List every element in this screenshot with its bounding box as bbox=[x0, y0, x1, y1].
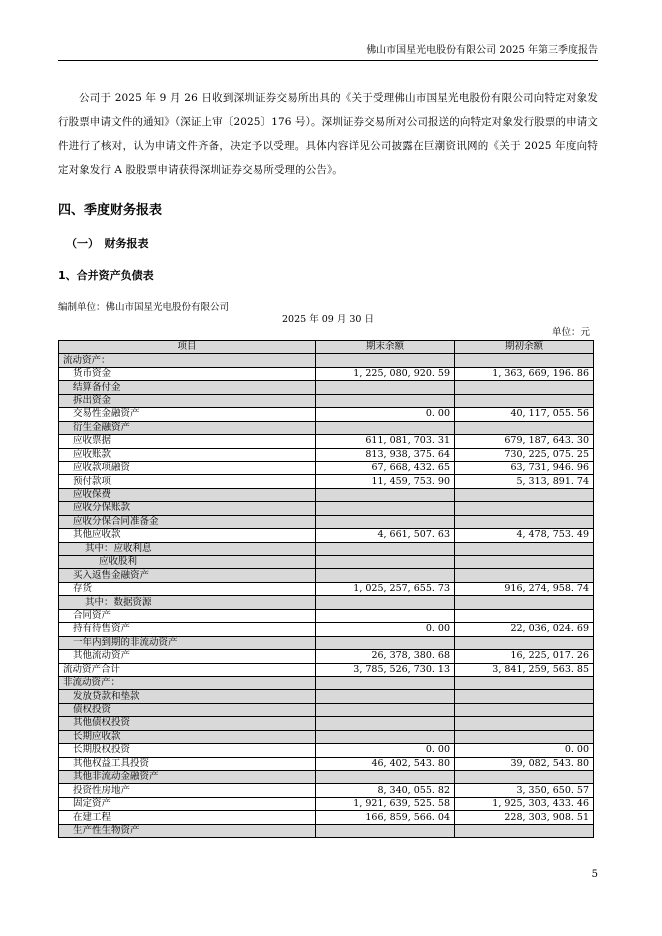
end-balance-cell bbox=[316, 542, 455, 555]
end-balance-cell: 1, 921, 639, 525. 58 bbox=[316, 797, 455, 810]
table-row bbox=[59, 690, 594, 703]
end-balance-cell bbox=[316, 676, 455, 689]
item-cell: 买入返售金融资产 bbox=[59, 569, 316, 582]
begin-balance-cell bbox=[455, 636, 594, 649]
end-balance-cell bbox=[316, 354, 455, 367]
table-row bbox=[59, 663, 594, 676]
end-balance-cell bbox=[316, 703, 455, 716]
header-end-balance: 期末余额 bbox=[316, 341, 455, 354]
table-row bbox=[59, 354, 594, 367]
begin-balance-cell bbox=[455, 690, 594, 703]
table-row bbox=[59, 811, 594, 824]
item-cell: 应收款项融资 bbox=[59, 461, 316, 474]
end-balance-cell bbox=[316, 502, 455, 515]
table-row bbox=[59, 609, 594, 622]
end-balance-cell: 3, 785, 526, 730. 13 bbox=[316, 663, 455, 676]
item-cell: 其中：数据资源 bbox=[59, 596, 316, 609]
item-cell: 持有待售资产 bbox=[59, 623, 316, 636]
table-row bbox=[59, 596, 594, 609]
begin-balance-cell bbox=[455, 771, 594, 784]
item-cell: 其他债权投资 bbox=[59, 717, 316, 730]
item-cell: 预付款项 bbox=[59, 475, 316, 488]
begin-balance-cell: 4, 478, 753. 49 bbox=[455, 529, 594, 542]
section-title: 四、季度财务报表 bbox=[58, 203, 163, 218]
begin-balance-cell: 5, 313, 891. 74 bbox=[455, 475, 594, 488]
page-number: 5 bbox=[591, 869, 598, 880]
begin-balance-cell bbox=[455, 569, 594, 582]
item-cell: 流动资产合计 bbox=[59, 663, 316, 676]
begin-balance-cell: 3, 841, 259, 563. 85 bbox=[455, 663, 594, 676]
begin-balance-cell: 679, 187, 643. 30 bbox=[455, 435, 594, 448]
table-row bbox=[59, 636, 594, 649]
end-balance-cell: 611, 081, 703. 31 bbox=[316, 435, 455, 448]
end-balance-cell: 8, 340, 055. 82 bbox=[316, 784, 455, 797]
item-cell: 衍生金融资产 bbox=[59, 421, 316, 434]
header-begin-balance: 期初余额 bbox=[455, 341, 594, 354]
announcement-paragraph: 公司于 2025 年 9 月 26 日收到深圳证券交易所出具的《关于受理佛山市国星光电股份有限公司向特定对象发行股票申请文件的通知》（深证上审〔2025〕176 号）。深圳证券交易所对公司报送的向特定对象发行股票的申请文件进行了核对，认为申请文件齐备，决定予以受理。具体内容详见公司披露在巨潮资讯网的《关于 2025 年度向特定对象发行 A 股股票申请获得深圳证券交易所受理的公告》。 bbox=[58, 92, 598, 176]
table-row bbox=[59, 771, 594, 784]
begin-balance-cell bbox=[455, 488, 594, 501]
end-balance-cell: 0. 00 bbox=[316, 623, 455, 636]
end-balance-cell: 1, 225, 080, 920. 59 bbox=[316, 367, 455, 380]
item-cell: 应收分保合同准备金 bbox=[59, 515, 316, 528]
end-balance-cell bbox=[316, 730, 455, 743]
item-cell: 存货 bbox=[59, 582, 316, 595]
end-balance-cell: 0. 00 bbox=[316, 744, 455, 757]
item-cell: 流动资产： bbox=[59, 354, 316, 367]
table-row bbox=[59, 529, 594, 542]
table-row bbox=[59, 650, 594, 663]
end-balance-cell bbox=[316, 596, 455, 609]
table-row bbox=[59, 461, 594, 474]
table-row bbox=[59, 784, 594, 797]
table-row bbox=[59, 676, 594, 689]
end-balance-cell: 67, 668, 432. 65 bbox=[316, 461, 455, 474]
end-balance-cell bbox=[316, 569, 455, 582]
subsection-title: （一） 财务报表 bbox=[66, 237, 149, 250]
item-cell: 应收保费 bbox=[59, 488, 316, 501]
begin-balance-cell bbox=[455, 515, 594, 528]
header-divider bbox=[58, 60, 598, 61]
begin-balance-cell bbox=[455, 703, 594, 716]
begin-balance-cell bbox=[455, 824, 594, 837]
table-row bbox=[59, 569, 594, 582]
item-cell: 其他流动资产 bbox=[59, 650, 316, 663]
item-cell: 投资性房地产 bbox=[59, 784, 316, 797]
item-cell: 生产性生物资产 bbox=[59, 824, 316, 837]
item-cell: 应收账款 bbox=[59, 448, 316, 461]
end-balance-cell bbox=[316, 556, 455, 569]
end-balance-cell bbox=[316, 515, 455, 528]
item-cell: 长期股权投资 bbox=[59, 744, 316, 757]
end-balance-cell bbox=[316, 421, 455, 434]
item-cell: 债权投资 bbox=[59, 703, 316, 716]
begin-balance-cell: 63, 731, 946. 96 bbox=[455, 461, 594, 474]
begin-balance-cell bbox=[455, 676, 594, 689]
end-balance-cell: 4, 661, 507. 63 bbox=[316, 529, 455, 542]
report-header: 佛山市国星光电股份有限公司 2025 年第三季度报告 bbox=[366, 45, 598, 56]
item-cell: 其他权益工具投资 bbox=[59, 757, 316, 770]
table-row bbox=[59, 515, 594, 528]
currency-unit: 单位：元 bbox=[551, 327, 590, 338]
end-balance-cell: 26, 378, 380. 68 bbox=[316, 650, 455, 663]
compiler-unit: 编制单位：佛山市国星光电股份有限公司 bbox=[58, 302, 230, 313]
table-row bbox=[59, 556, 594, 569]
table-row bbox=[59, 824, 594, 837]
item-cell: 合同资产 bbox=[59, 609, 316, 622]
table-row bbox=[59, 703, 594, 716]
table-row bbox=[59, 623, 594, 636]
end-balance-cell bbox=[316, 381, 455, 394]
item-cell: 应收股利 bbox=[59, 556, 316, 569]
table-row bbox=[59, 717, 594, 730]
item-cell: 固定资产 bbox=[59, 797, 316, 810]
table-row bbox=[59, 475, 594, 488]
item-cell: 其他应收款 bbox=[59, 529, 316, 542]
begin-balance-cell: 1, 363, 669, 196. 86 bbox=[455, 367, 594, 380]
table-row bbox=[59, 448, 594, 461]
end-balance-cell bbox=[316, 824, 455, 837]
end-balance-cell bbox=[316, 717, 455, 730]
end-balance-cell bbox=[316, 690, 455, 703]
table-row bbox=[59, 435, 594, 448]
begin-balance-cell: 1, 925, 303, 433. 46 bbox=[455, 797, 594, 810]
begin-balance-cell: 22, 036, 024. 69 bbox=[455, 623, 594, 636]
table-row bbox=[59, 394, 594, 407]
item-cell: 发放贷款和垫款 bbox=[59, 690, 316, 703]
table-row bbox=[59, 744, 594, 757]
table-row bbox=[59, 582, 594, 595]
begin-balance-cell: 3, 350, 650. 57 bbox=[455, 784, 594, 797]
begin-balance-cell: 16, 225, 017. 26 bbox=[455, 650, 594, 663]
item-cell: 应收分保账款 bbox=[59, 502, 316, 515]
table-row bbox=[59, 797, 594, 810]
item-cell: 货币资金 bbox=[59, 367, 316, 380]
begin-balance-cell: 730, 225, 075. 25 bbox=[455, 448, 594, 461]
header-item: 项目 bbox=[59, 341, 316, 354]
table-row bbox=[59, 488, 594, 501]
item-cell: 其他非流动金融资产 bbox=[59, 771, 316, 784]
subsubsection-title: 1、合并资产负债表 bbox=[58, 269, 154, 282]
begin-balance-cell: 916, 274, 958. 74 bbox=[455, 582, 594, 595]
end-balance-cell: 166, 859, 566. 04 bbox=[316, 811, 455, 824]
report-date: 2025 年 09 月 30 日 bbox=[282, 314, 374, 325]
table-row bbox=[59, 381, 594, 394]
begin-balance-cell bbox=[455, 502, 594, 515]
item-cell: 非流动资产： bbox=[59, 676, 316, 689]
begin-balance-cell bbox=[455, 556, 594, 569]
item-cell: 一年内到期的非流动资产 bbox=[59, 636, 316, 649]
end-balance-cell: 813, 938, 375. 64 bbox=[316, 448, 455, 461]
end-balance-cell bbox=[316, 771, 455, 784]
end-balance-cell bbox=[316, 488, 455, 501]
begin-balance-cell bbox=[455, 394, 594, 407]
begin-balance-cell bbox=[455, 596, 594, 609]
table-row bbox=[59, 408, 594, 421]
item-cell: 在建工程 bbox=[59, 811, 316, 824]
begin-balance-cell: 228, 303, 908. 51 bbox=[455, 811, 594, 824]
begin-balance-cell bbox=[455, 381, 594, 394]
table-header-row bbox=[59, 341, 594, 354]
begin-balance-cell bbox=[455, 717, 594, 730]
end-balance-cell bbox=[316, 394, 455, 407]
item-cell: 其中：应收利息 bbox=[59, 542, 316, 555]
end-balance-cell: 11, 459, 753. 90 bbox=[316, 475, 455, 488]
balance-sheet-table bbox=[58, 340, 594, 838]
end-balance-cell bbox=[316, 636, 455, 649]
item-cell: 应收票据 bbox=[59, 435, 316, 448]
table-row bbox=[59, 542, 594, 555]
table-row bbox=[59, 502, 594, 515]
begin-balance-cell: 39, 082, 543. 80 bbox=[455, 757, 594, 770]
begin-balance-cell: 0. 00 bbox=[455, 744, 594, 757]
item-cell: 长期应收款 bbox=[59, 730, 316, 743]
begin-balance-cell bbox=[455, 609, 594, 622]
begin-balance-cell: 40, 117, 055. 56 bbox=[455, 408, 594, 421]
table-row bbox=[59, 421, 594, 434]
table-body bbox=[59, 354, 594, 838]
table-row bbox=[59, 757, 594, 770]
table-row bbox=[59, 367, 594, 380]
begin-balance-cell bbox=[455, 730, 594, 743]
begin-balance-cell bbox=[455, 354, 594, 367]
end-balance-cell: 1, 025, 257, 655. 73 bbox=[316, 582, 455, 595]
table-row bbox=[59, 730, 594, 743]
begin-balance-cell bbox=[455, 542, 594, 555]
item-cell: 交易性金融资产 bbox=[59, 408, 316, 421]
end-balance-cell: 0. 00 bbox=[316, 408, 455, 421]
end-balance-cell: 46, 402, 543. 80 bbox=[316, 757, 455, 770]
item-cell: 拆出资金 bbox=[59, 394, 316, 407]
end-balance-cell bbox=[316, 609, 455, 622]
begin-balance-cell bbox=[455, 421, 594, 434]
item-cell: 结算备付金 bbox=[59, 381, 316, 394]
